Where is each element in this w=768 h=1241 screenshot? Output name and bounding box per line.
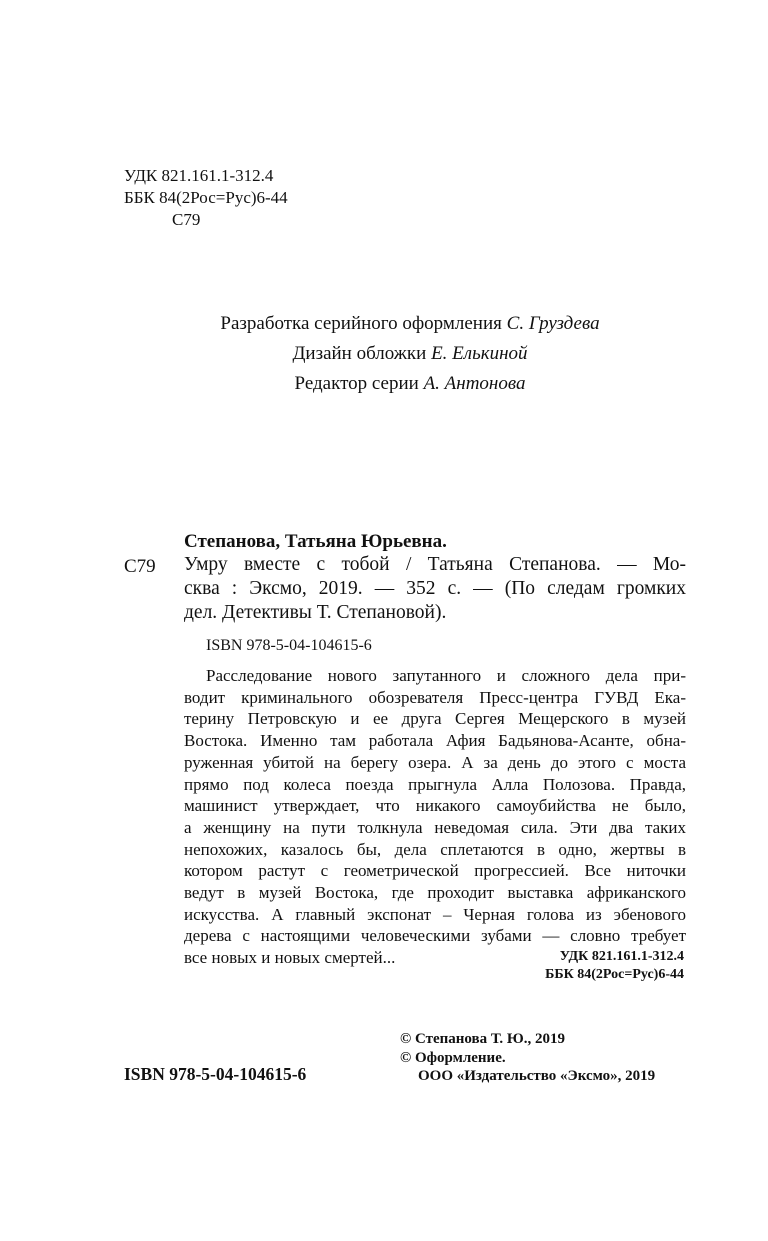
annotation-line: котором растут с геометрической прогрессией. Все ниточки [184, 861, 686, 881]
annotation-line: все новых и новых смертей... [184, 948, 396, 968]
annotation-line: дерева с настоящими человеческими зубами — словно требует [184, 926, 686, 946]
annotation-text [184, 665, 686, 969]
credits-block [0, 309, 768, 399]
copyright-author: © Степанова Т. Ю., 2019 [400, 1031, 566, 1047]
bibliographic-author: Степанова, Татьяна Юрьевна. [184, 531, 447, 552]
classification-block-right [545, 948, 684, 984]
annotation-line: а женщину на пути толкнула неведомая сила. Эти два таких [184, 817, 686, 837]
bibliographic-mark: С79 [124, 556, 156, 577]
credit-name: С. Груздева [506, 313, 600, 334]
credit-name: Е. Елькиной [431, 343, 528, 364]
bbk-code: ББК 84(2Рос=Рус)6-44 [124, 188, 288, 207]
udk-code: УДК 821.161.1-312.4 [124, 166, 274, 185]
credit-role: Разработка серийного оформления [220, 313, 502, 334]
annotation-line: машинист утверждает, что никакого самоубийства не было, [184, 796, 686, 816]
copyright-design: © Оформление. [400, 1049, 506, 1066]
author-mark: С79 [172, 210, 201, 229]
credit-role: Редактор серии [294, 373, 419, 394]
credit-name: А. Антонова [423, 373, 526, 394]
annotation-line: терину Петровскую и ее друга Сергея Мещерского в музей [184, 709, 686, 729]
annotation-line: руженная убитой на берегу озера. А за день до этого с моста [184, 752, 686, 772]
copyright-block [400, 1030, 655, 1086]
annotation-line: Расследование нового запутанного и сложного дела при- [206, 666, 686, 685]
annotation-line: Востока. Именно там работала Афия Бадьянова-Асанте, обна- [184, 731, 686, 751]
annotation-line: непохожих, казалось бы, дела сплетаются в одно, жертвы в [184, 839, 686, 859]
citation-line: сква : Эксмо, 2019. — 352 с. — (По следам громких [184, 578, 686, 599]
annotation-line: прямо под колеса поезда прыгнула Алла Полозова. Правда, [184, 774, 686, 794]
classification-block [124, 165, 288, 231]
bibliographic-citation [184, 553, 686, 625]
credit-line-cover-design [52, 339, 768, 369]
credit-line-series-design [52, 309, 768, 339]
udk-code: УДК 821.161.1-312.4 [559, 949, 684, 964]
isbn-citation: ISBN 978-5-04-104615-6 [206, 637, 372, 654]
annotation-line: искусства. А главный экспонат – Черная голова из эбенового [184, 904, 686, 924]
copyright-publisher: ООО «Издательство «Эксмо», 2019 [418, 1068, 656, 1084]
isbn-bottom: ISBN 978-5-04-104615-6 [124, 1064, 307, 1084]
annotation-line: водит криминального обозревателя Пресс-центра ГУВД Ека- [184, 687, 686, 707]
citation-line: дел. Детективы Т. Степановой). [184, 602, 447, 623]
credit-role: Дизайн обложки [292, 343, 427, 364]
citation-line: Умру вместе с тобой / Татьяна Степанова. — Мо- [184, 554, 686, 575]
credit-line-series-editor [52, 369, 768, 399]
bbk-code: ББК 84(2Рос=Рус)6-44 [545, 967, 684, 982]
annotation-line: ведут в музей Востока, где проходит выставка африканского [184, 883, 686, 903]
